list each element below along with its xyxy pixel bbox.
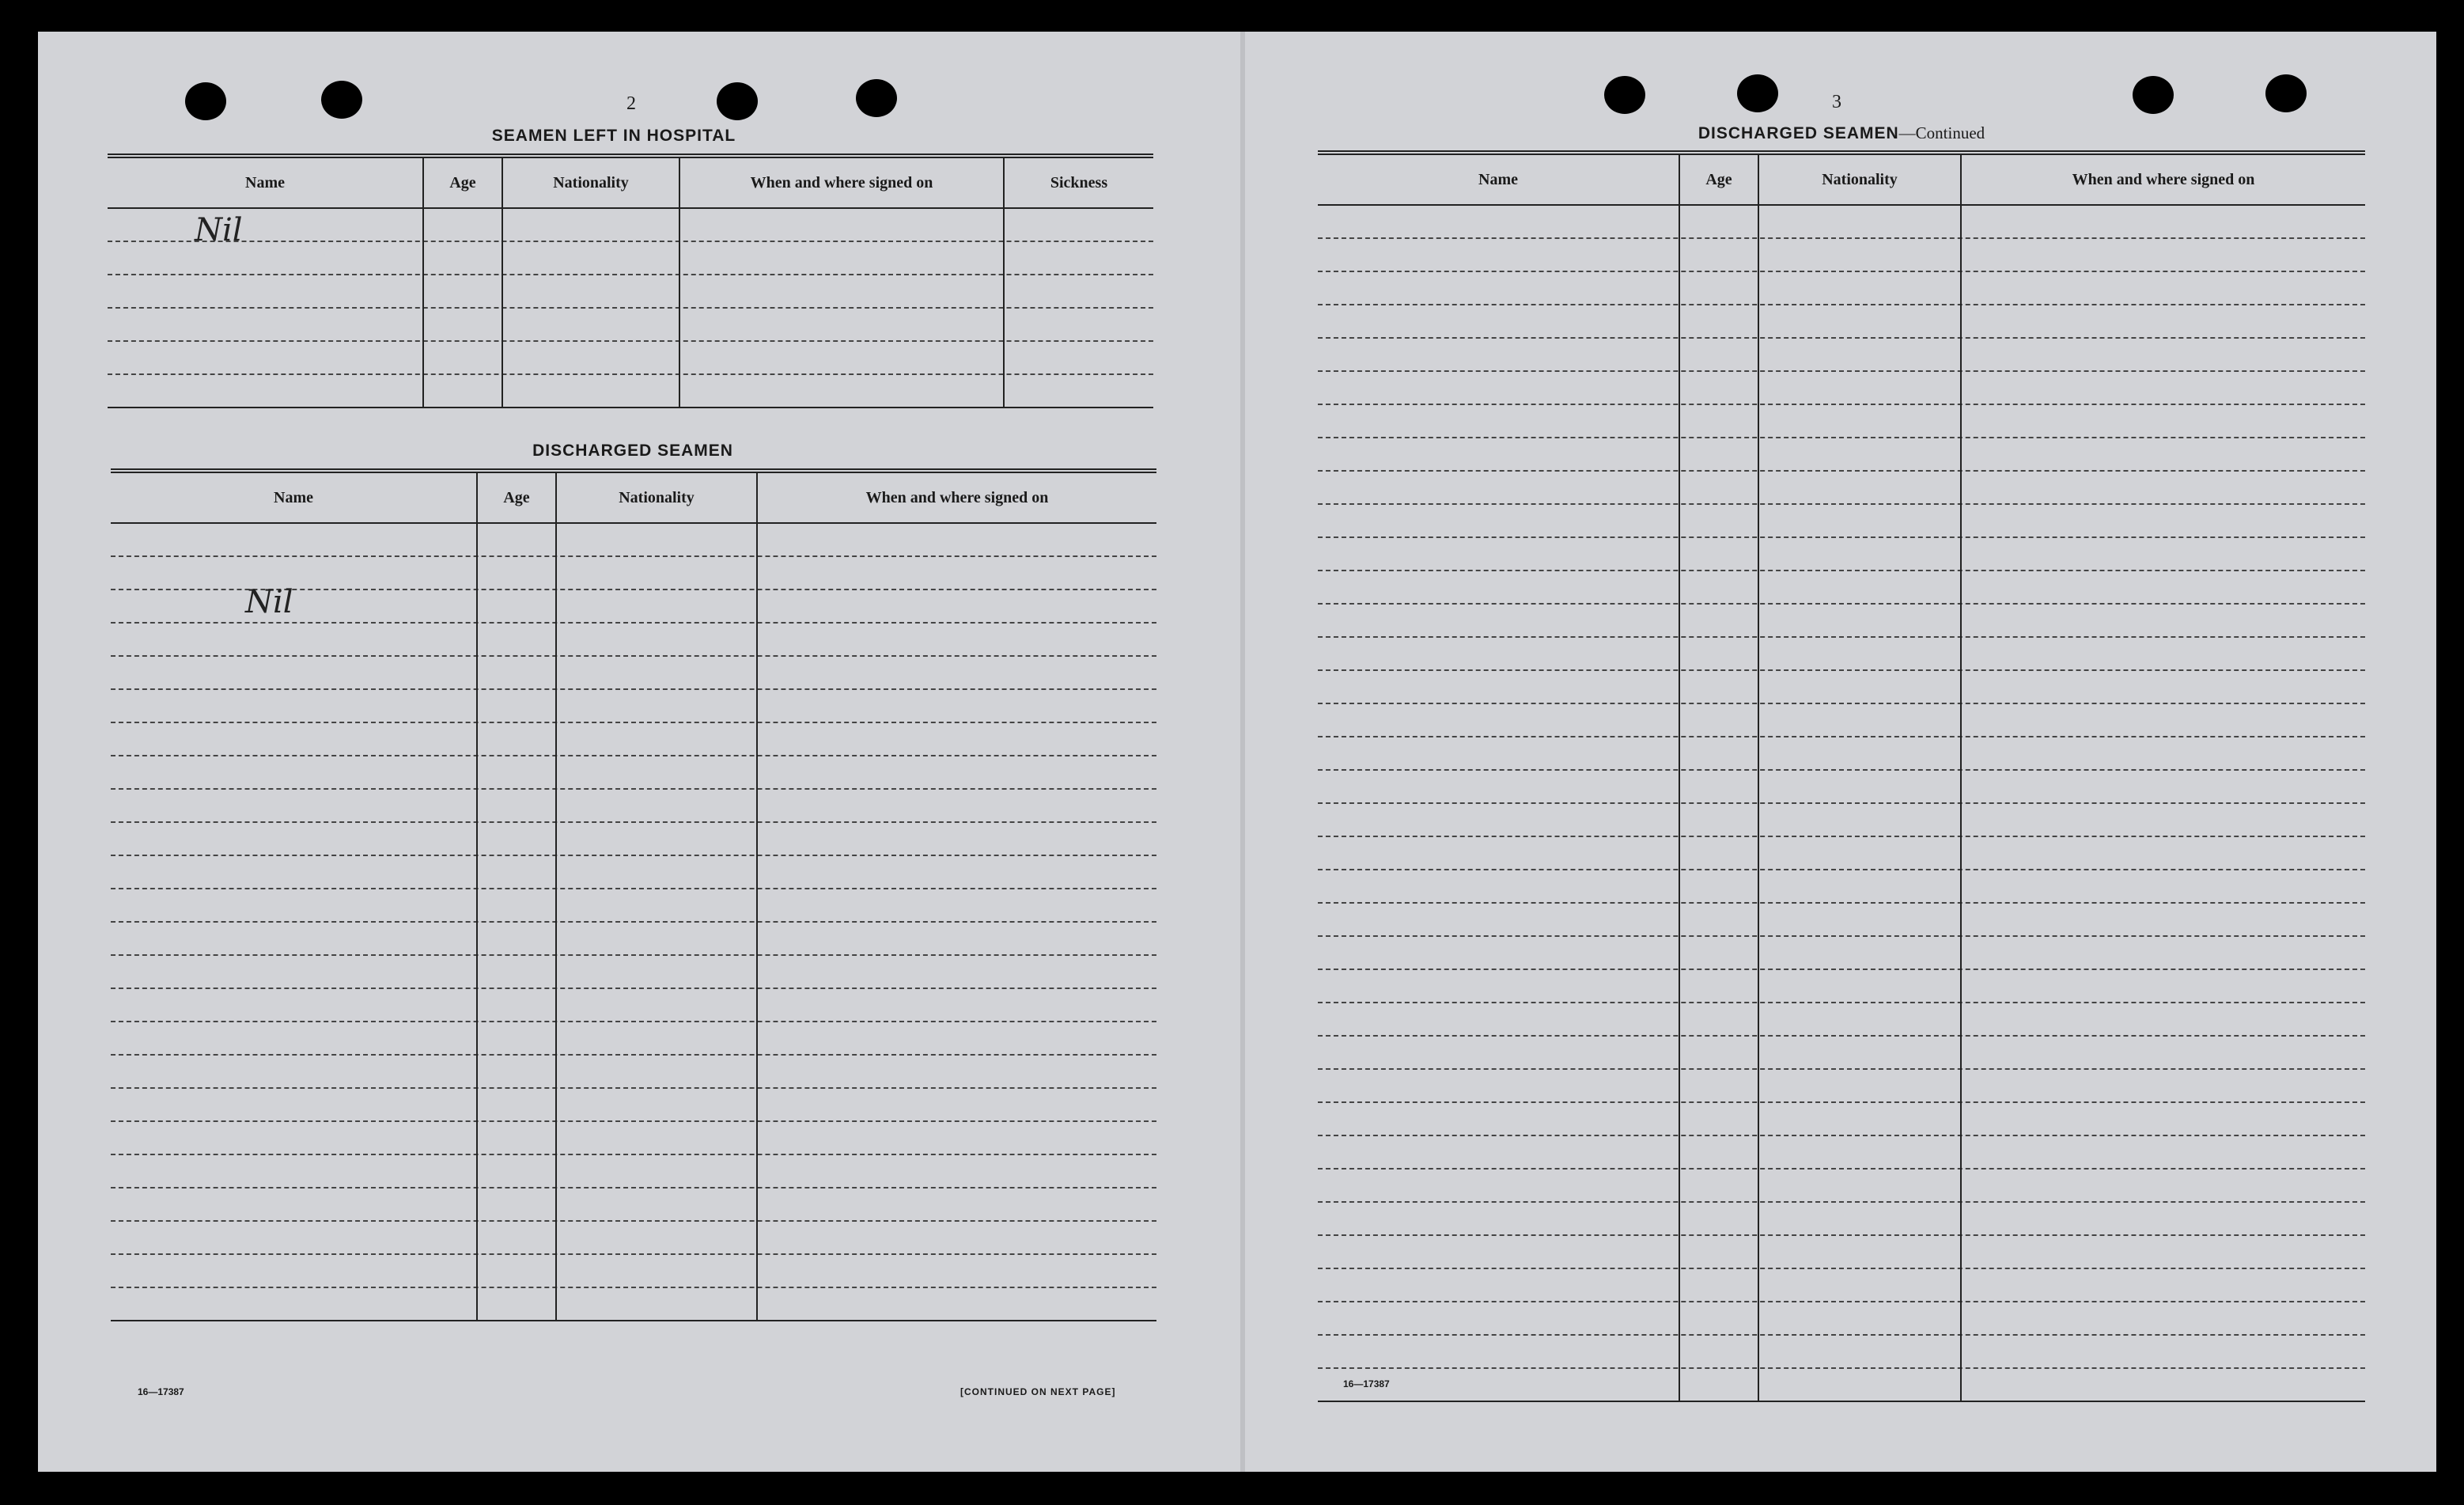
right-page	[1245, 32, 2436, 1472]
table-row	[111, 1222, 1156, 1255]
table-row	[111, 723, 1156, 756]
table-row	[111, 1188, 1156, 1222]
column-divider	[422, 158, 424, 408]
column-header-age: Age	[503, 488, 530, 506]
table-row	[111, 823, 1156, 856]
table-row	[111, 690, 1156, 723]
table-row	[1318, 272, 2365, 305]
punch-hole	[1737, 74, 1778, 112]
discharged-table-header	[111, 473, 1156, 524]
handwritten-entry: Nil	[245, 584, 293, 620]
column-divider	[555, 473, 557, 1321]
column-divider	[1679, 155, 1680, 1402]
column-header-nationality: Nationality	[619, 488, 695, 506]
table-row	[111, 889, 1156, 923]
column-header-nationality: Nationality	[553, 173, 629, 191]
table-row	[1318, 1136, 2365, 1170]
table-row	[111, 1089, 1156, 1122]
discharged-continued-title	[1318, 123, 2365, 143]
continued-note: [CONTINUED ON NEXT PAGE]	[960, 1386, 1116, 1397]
discharged-continued-body	[1318, 206, 2365, 1402]
column-divider	[1960, 155, 1962, 1402]
column-divider	[679, 158, 680, 408]
table-row	[108, 309, 1153, 342]
table-row	[111, 923, 1156, 956]
table-row	[1318, 605, 2365, 638]
hospital-table-header	[108, 158, 1153, 209]
table-row	[1318, 638, 2365, 671]
table-row	[1318, 438, 2365, 472]
hospital-table	[108, 154, 1153, 408]
table-row	[1318, 1369, 2365, 1402]
table-row	[1318, 305, 2365, 339]
discharged-table	[111, 468, 1156, 1321]
table-row	[111, 1122, 1156, 1155]
column-header-name: Name	[1478, 170, 1518, 188]
column-divider	[756, 473, 758, 1321]
table-row	[111, 989, 1156, 1022]
table-row	[1318, 372, 2365, 405]
table-row	[1318, 1103, 2365, 1136]
punch-hole	[717, 82, 758, 120]
column-divider	[502, 158, 503, 408]
discharged-section-title: DISCHARGED SEAMEN	[532, 442, 733, 460]
page-number: 3	[1832, 92, 1841, 112]
handwritten-entry: Nil	[195, 212, 243, 248]
column-divider	[1758, 155, 1759, 1402]
column-header-signed-on: When and where signed on	[750, 173, 933, 191]
column-divider	[1003, 158, 1005, 408]
table-row	[1318, 538, 2365, 571]
table-row	[111, 1288, 1156, 1321]
table-row	[111, 657, 1156, 690]
column-divider	[476, 473, 478, 1321]
punch-hole	[1604, 76, 1645, 114]
section-title: DISCHARGED SEAMEN	[1698, 124, 1899, 142]
table-row	[111, 524, 1156, 557]
punch-hole	[185, 82, 226, 120]
table-row	[1318, 1203, 2365, 1236]
hospital-section-title: SEAMEN LEFT IN HOSPITAL	[491, 127, 736, 145]
table-row	[1318, 937, 2365, 970]
table-row	[108, 275, 1153, 309]
table-row	[1318, 505, 2365, 538]
table-row	[1318, 904, 2365, 937]
form-code: 16—17387	[1343, 1378, 1390, 1389]
table-row	[1318, 804, 2365, 837]
table-row	[1318, 737, 2365, 771]
table-row	[1318, 671, 2365, 704]
column-header-signed-on: When and where signed on	[2072, 170, 2255, 188]
table-row	[111, 790, 1156, 823]
table-row	[1318, 970, 2365, 1003]
table-row	[108, 209, 1153, 242]
table-row	[111, 1255, 1156, 1288]
table-row	[1318, 1302, 2365, 1336]
table-row	[111, 1056, 1156, 1089]
section-title-suffix: —Continued	[1898, 123, 1985, 142]
table-row	[111, 856, 1156, 889]
column-header-sickness: Sickness	[1050, 173, 1108, 191]
column-header-nationality: Nationality	[1822, 170, 1898, 188]
table-row	[1318, 405, 2365, 438]
table-row	[1318, 206, 2365, 239]
punch-hole	[321, 81, 362, 119]
hospital-table-body	[108, 209, 1153, 408]
table-row	[1318, 704, 2365, 737]
table-row	[1318, 1336, 2365, 1369]
table-row	[1318, 870, 2365, 904]
table-row	[111, 756, 1156, 790]
table-row	[1318, 571, 2365, 605]
table-row	[111, 956, 1156, 989]
table-row	[1318, 339, 2365, 372]
discharged-continued-table	[1318, 150, 2365, 1402]
table-row	[1318, 472, 2365, 505]
punch-hole	[2265, 74, 2307, 112]
column-header-signed-on: When and where signed on	[865, 488, 1049, 506]
punch-hole	[856, 79, 897, 117]
table-row	[1318, 1003, 2365, 1037]
table-row	[1318, 1236, 2365, 1269]
column-header-age: Age	[449, 173, 476, 191]
table-row	[1318, 1269, 2365, 1302]
table-row	[111, 1022, 1156, 1056]
table-row	[111, 624, 1156, 657]
table-row	[1318, 771, 2365, 804]
column-header-name: Name	[274, 488, 313, 506]
table-row	[108, 342, 1153, 375]
page-number: 2	[626, 93, 636, 114]
column-header-age: Age	[1705, 170, 1732, 188]
discharged-table-body	[111, 524, 1156, 1321]
discharged-continued-header	[1318, 155, 2365, 206]
table-row	[1318, 1170, 2365, 1203]
left-page	[38, 32, 1242, 1472]
punch-hole	[2133, 76, 2174, 114]
table-row	[108, 242, 1153, 275]
table-row	[111, 1155, 1156, 1188]
table-row	[1318, 1070, 2365, 1103]
table-row	[1318, 837, 2365, 870]
table-row	[1318, 239, 2365, 272]
table-row	[108, 375, 1153, 408]
table-row	[1318, 1037, 2365, 1070]
column-header-name: Name	[245, 173, 285, 191]
form-code: 16—17387	[138, 1386, 184, 1397]
